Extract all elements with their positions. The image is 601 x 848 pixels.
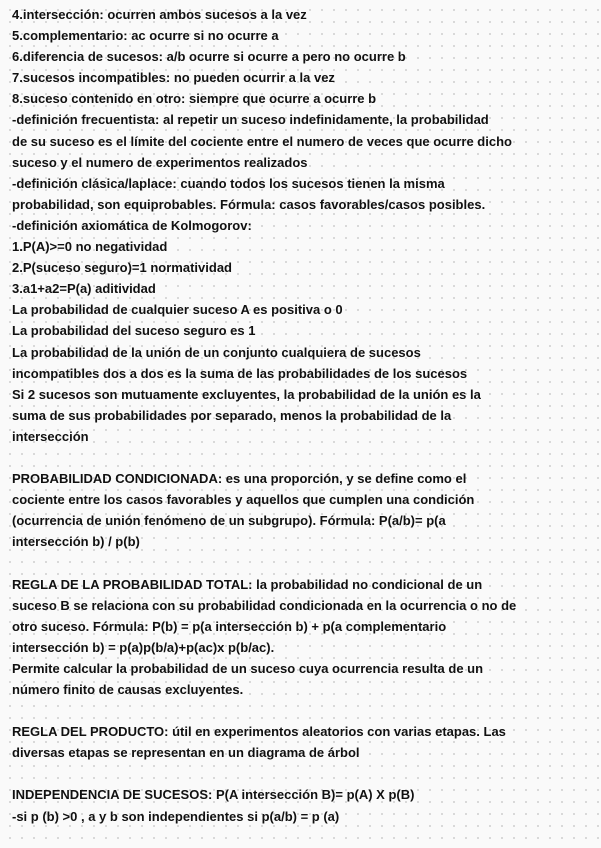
note-line: incompatibles dos a dos es la suma de las probabilidades de los sucesos xyxy=(12,365,468,381)
blank-line xyxy=(12,700,597,721)
note-line: 4.intersección: ocurren ambos sucesos a la vez xyxy=(12,7,307,22)
note-line: suceso B se relaciona con su probabilidad condicionada en la ocurrencia o no de xyxy=(12,597,517,613)
note-line: diversas etapas se representan en un diagrama de árbol xyxy=(12,745,360,761)
note-line: intersección xyxy=(12,428,89,444)
note-line: 6.diferencia de sucesos: a/b ocurre si ocurre a pero no ocurre b xyxy=(12,49,406,65)
note-line: 8.suceso contenido en otro: siempre que ocurre a ocurre b xyxy=(12,91,377,107)
note-line: suma de sus probabilidades por separado, menos la probabilidad de la xyxy=(12,407,452,423)
note-line: cociente entre los casos favorables y aquellos que cumplen una condición xyxy=(12,492,475,508)
note-line: -si p (b) >0 , a y b son independientes si p(a/b) = p (a) xyxy=(12,808,340,824)
note-line: de su suceso es el límite del cociente entre el numero de veces que ocurre dicho xyxy=(12,133,512,149)
note-line: 5.complementario: ac ocurre si no ocurre a xyxy=(12,28,279,44)
note-line: La probabilidad del suceso seguro es 1 xyxy=(12,323,256,339)
note-line: La probabilidad de la unión de un conjunto cualquiera de sucesos xyxy=(12,344,421,360)
note-line: intersección b) = p(a)p(b/a)+p(ac)x p(b/ac). xyxy=(12,639,275,655)
note-line: -definición frecuentista: al repetir un suceso indefinidamente, la probabilidad xyxy=(12,112,489,128)
note-line: Permite calcular la probabilidad de un suceso cuya ocurrencia resulta de un xyxy=(12,660,484,676)
note-line: La probabilidad de cualquier suceso A es positiva o 0 xyxy=(12,302,343,318)
note-line: suceso y el numero de experimentos realizados xyxy=(12,154,308,170)
note-line: intersección b) / p(b) xyxy=(12,534,140,550)
note-line: 3.a1+a2=P(a) aditividad xyxy=(12,281,156,297)
section-heading-regla-del-producto: REGLA DEL PRODUCTO: útil en experimentos aleatorios con varias etapas. Las xyxy=(12,724,506,740)
section-heading-independencia: INDEPENDENCIA DE SUCESOS: P(A intersección B)= p(A) X p(B) xyxy=(12,787,415,803)
blank-line xyxy=(12,763,597,784)
note-line: 1.P(A)>=0 no negatividad xyxy=(12,239,168,255)
note-line: -definición clásica/laplace: cuando todos los sucesos tienen la misma xyxy=(12,175,445,191)
note-line: probabilidad, son equiprobables. Fórmula: casos favorables/casos posibles. xyxy=(12,196,486,212)
section-heading-probabilidad-condicionada: PROBABILIDAD CONDICIONADA: es una proporción, y se define como el xyxy=(12,471,467,487)
blank-line xyxy=(12,552,597,573)
note-line: otro suceso. Fórmula: P(b) = p(a intersección b) + p(a complementario xyxy=(12,618,447,634)
blank-line xyxy=(12,447,597,468)
note-line: (ocurrencia de unión fenómeno de un subgrupo). Fórmula: P(a/b)= p(a xyxy=(12,513,446,529)
note-line: Si 2 sucesos son mutuamente excluyentes, la probabilidad de la unión es la xyxy=(12,386,481,402)
note-line: número finito de causas excluyentes. xyxy=(12,682,244,697)
note-line: -definición axiomática de Kolmogorov: xyxy=(12,217,252,233)
section-heading-probabilidad-total: REGLA DE LA PROBABILIDAD TOTAL: la probabilidad no condicional de un xyxy=(12,576,483,592)
note-line: 2.P(suceso seguro)=1 normatividad xyxy=(12,260,232,276)
note-line: 7.sucesos incompatibles: no pueden ocurrir a la vez xyxy=(12,70,335,86)
